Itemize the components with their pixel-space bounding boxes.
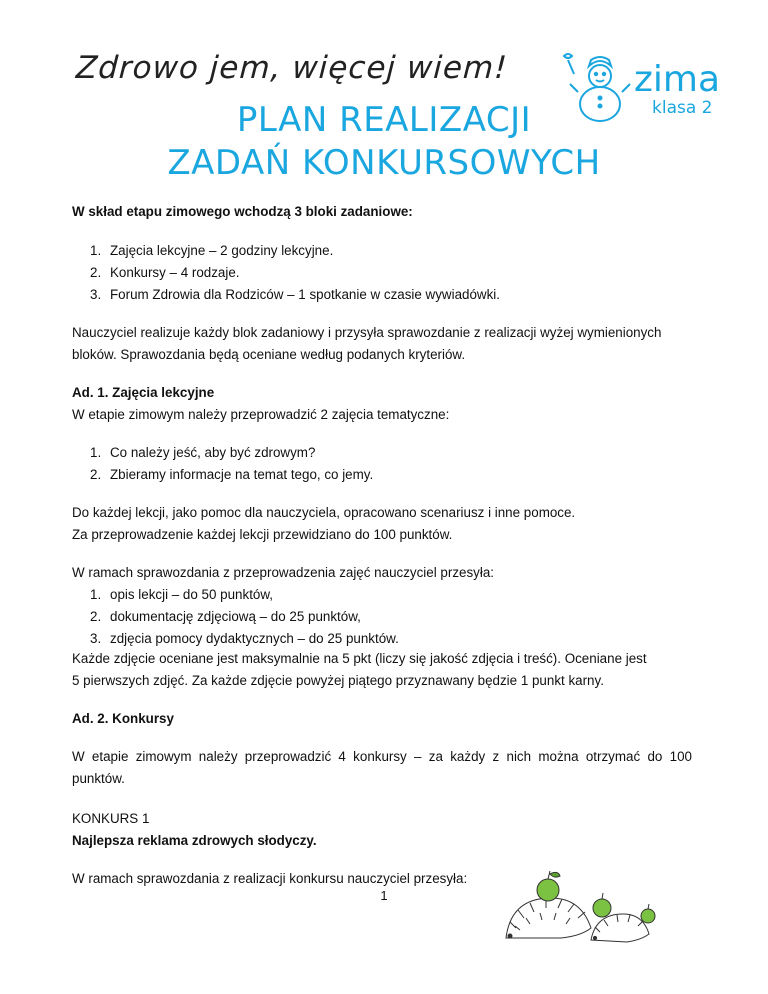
hedgehog-with-apple-icon (496, 868, 676, 948)
list-item: 2. Zbieramy informacje na temat tego, co jemy. (90, 467, 374, 482)
intro-heading: W skład etapu zimowego wchodzą 3 bloki zadaniowe: (72, 204, 413, 219)
list-item: 3. Forum Zdrowia dla Rodziców – 1 spotkanie w czasie wywiadówki. (90, 287, 500, 302)
list-item: 1. Co należy jeść, aby być zdrowym? (90, 445, 316, 460)
list-item: 2. dokumentację zdjęciową – do 25 punktów, (90, 609, 361, 624)
intro-paragraph-line1: Nauczyciel realizuje każdy blok zadaniowy i przysyła sprawozdanie z realizacji wyżej wymienionych (72, 325, 662, 340)
intro-paragraph-line2: bloków. Sprawozdania będą oceniane według podanych kryteriów. (72, 347, 466, 362)
ad1-line2: Za przeprowadzenie każdej lekcji przewidziano do 100 punktów. (72, 527, 453, 542)
ad2-paragraph: W etapie zimowym należy przeprowadzić 4 konkursy – za każdy z nich można otrzymać do 100 punktów. (72, 749, 692, 786)
ad1-intro: W etapie zimowym należy przeprowadzić 2 zajęcia tematyczne: (72, 407, 450, 422)
page-title-line1: PLAN REALIZACJI (236, 100, 532, 140)
list-item: 3. zdjęcia pomocy dydaktycznych – do 25 punktów. (90, 631, 399, 646)
ad1-note-line1: Każde zdjęcie oceniane jest maksymalnie na 5 pkt (liczy się jakość zdjęcia i treść). Oceniane jest (72, 651, 647, 666)
zima-logo (562, 52, 732, 132)
contest-label: KONKURS 1 (72, 811, 150, 826)
ad1-line1: Do każdej lekcji, jako pomoc dla nauczyciela, opracowano scenariusz i inne pomoce. (72, 505, 576, 520)
page-number: 1 (380, 888, 388, 903)
ad1-heading: Ad. 1. Zajęcia lekcyjne (72, 385, 215, 400)
contest-title: Najlepsza reklama zdrowych słodyczy. (72, 833, 317, 848)
ad1-report-intro: W ramach sprawozdania z przeprowadzenia zajęć nauczyciel przesyła: (72, 565, 494, 580)
ad2-report-intro: W ramach sprawozdania z realizacji konkursu nauczyciel przesyła: (72, 871, 468, 886)
logo-word: zima (634, 59, 721, 100)
ad1-note-line2: 5 pierwszych zdjęć. Za każde zdjęcie powyżej piątego przyznawany będzie 1 punkt karny. (72, 673, 604, 688)
page-title-line2: ZADAŃ KONKURSOWYCH (167, 143, 601, 183)
list-item: 2. Konkursy – 4 rodzaje. (90, 265, 240, 280)
list-item: 1. opis lekcji – do 50 punktów, (90, 587, 274, 602)
logo-class: klasa 2 (652, 98, 713, 118)
list-item: 1. Zajęcia lekcyjne – 2 godziny lekcyjne. (90, 243, 334, 258)
snowman-icon (562, 52, 634, 132)
ad2-heading: Ad. 2. Konkursy (72, 711, 174, 726)
slogan: Zdrowo jem, więcej wiem! (75, 50, 509, 86)
